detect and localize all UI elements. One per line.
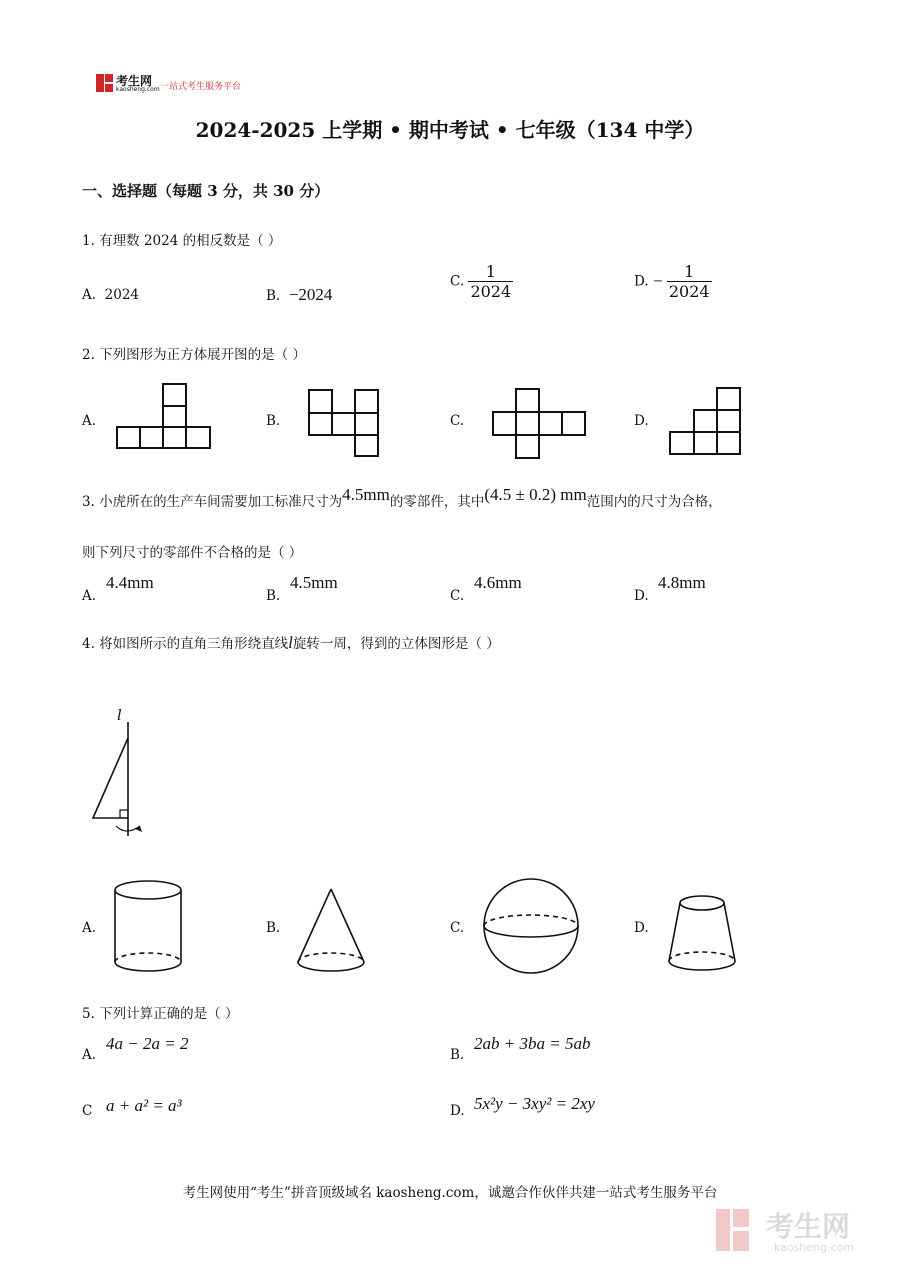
q4-label-a: A. bbox=[82, 920, 97, 936]
option-value: 2024 bbox=[104, 287, 139, 303]
q5-label-c: C bbox=[82, 1103, 93, 1119]
q3-tolerance: (4.5 ± 0.2) mm bbox=[484, 485, 587, 504]
q3-text-2: 的零部件，其中 bbox=[389, 494, 485, 510]
q4-line-symbol: l bbox=[288, 633, 293, 652]
q3-value-d: 4.8mm bbox=[658, 573, 706, 592]
q3-label-c: C. bbox=[450, 588, 465, 604]
q4-label-b: B. bbox=[266, 920, 281, 936]
minus-sign: − bbox=[652, 271, 663, 291]
cone-figure bbox=[298, 889, 364, 971]
q2-stem: 2. 下列图形为正方体展开图的是（ ） bbox=[82, 347, 306, 363]
right-triangle-figure bbox=[93, 722, 142, 836]
q5-label-d: D. bbox=[450, 1103, 465, 1119]
q5-expr-c: a + a² = a³ bbox=[106, 1096, 182, 1115]
q3-text-3: 范围内的尺寸为合格， bbox=[586, 494, 722, 510]
option-value: −2024 bbox=[288, 285, 333, 304]
frustum-figure bbox=[669, 896, 735, 970]
logo-text: 考生网 bbox=[116, 74, 153, 88]
q4-label-c: C. bbox=[450, 920, 465, 936]
q3-standard-size: 4.5mm bbox=[342, 485, 390, 504]
q5-stem: 5. 下列计算正确的是（ ） bbox=[82, 1006, 239, 1022]
header-tagline: 一站式考生服务平台 bbox=[160, 82, 242, 92]
watermark-mark-icon bbox=[714, 1205, 764, 1255]
section-heading: 一、选择题（每题 3 分，共 30 分） bbox=[82, 182, 330, 200]
q3-value-b: 4.5mm bbox=[290, 573, 338, 592]
sphere-figure bbox=[484, 879, 578, 973]
q3-value-a: 4.4mm bbox=[106, 573, 154, 592]
q3-stem-line2: 则下列尺寸的零部件不合格的是（ ） bbox=[82, 545, 303, 561]
option-label: A. bbox=[82, 287, 97, 303]
page-title: 2024-2025 上学期 • 期中考试 • 七年级（134 中学） bbox=[195, 118, 705, 142]
q4-label-d: D. bbox=[634, 920, 649, 936]
q1-stem: 1. 有理数 2024 的相反数是（ ） bbox=[82, 233, 282, 249]
page-footer: 考生网使用“考生”拼音顶级域名 kaosheng.com，诚邀合作伙伴共建一站式考生服务平台 bbox=[182, 1185, 718, 1201]
q5-label-a: A. bbox=[82, 1047, 97, 1063]
q2-label-b: B. bbox=[266, 413, 281, 429]
numerator: 1 bbox=[485, 262, 496, 281]
cylinder-figure bbox=[115, 881, 181, 971]
q5-label-b: B. bbox=[450, 1047, 465, 1063]
q2-label-d: D. bbox=[634, 413, 649, 429]
denominator: 2024 bbox=[668, 282, 710, 301]
q4-text-2: 旋转一周，得到的立体图形是（ ） bbox=[292, 636, 500, 652]
q4-text-1: 4. 将如图所示的直角三角形绕直线 bbox=[82, 636, 289, 652]
q3-value-c: 4.6mm bbox=[474, 573, 522, 592]
q3-label-b: B. bbox=[266, 588, 281, 604]
denominator: 2024 bbox=[470, 282, 512, 301]
q5-expr-b: 2ab + 3ba = 5ab bbox=[474, 1034, 591, 1053]
watermark-sub: kaosheng.com bbox=[774, 1241, 855, 1254]
logo-sub: kaosheng.com bbox=[116, 86, 160, 93]
watermark-logo bbox=[714, 1205, 879, 1255]
q3-label-d: D. bbox=[634, 588, 649, 604]
q5-expr-d: 5x²y − 3xy² = 2xy bbox=[474, 1094, 595, 1113]
numerator: 1 bbox=[684, 262, 695, 281]
option-label: B. bbox=[266, 288, 281, 304]
q2-label-c: C. bbox=[450, 413, 465, 429]
q2-label-a: A. bbox=[82, 413, 97, 429]
option-label: D. bbox=[634, 273, 649, 290]
q5-expr-a: 4a − 2a = 2 bbox=[106, 1034, 189, 1053]
axis-label: l bbox=[117, 706, 122, 724]
option-label: C. bbox=[450, 273, 465, 290]
watermark-text: 考生网 bbox=[766, 1210, 851, 1243]
q3-text-1: 3. 小虎所在的生产车间需要加工标准尺寸为 bbox=[82, 494, 343, 510]
q3-label-a: A. bbox=[82, 588, 97, 604]
